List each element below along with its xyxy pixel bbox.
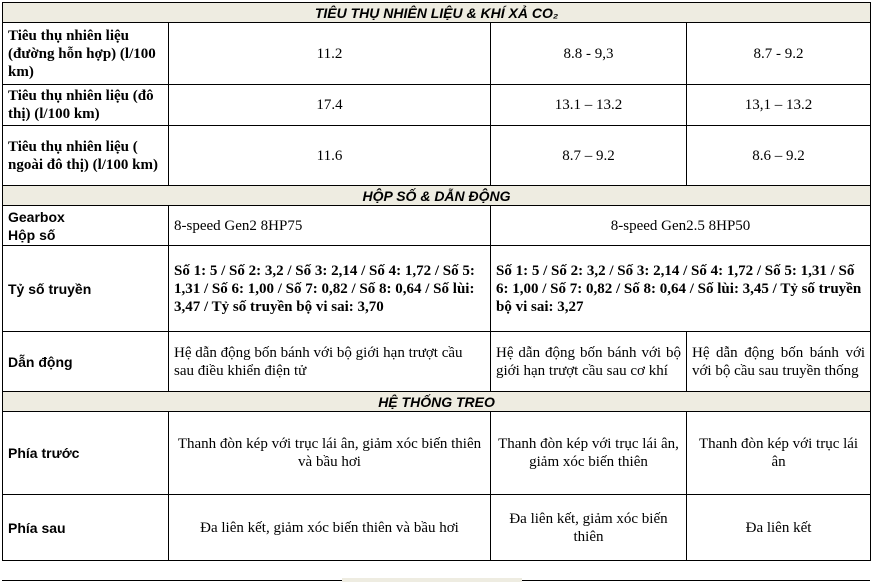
- cell-value: Hệ dẫn động bốn bánh với bộ giới hạn trượt cầu sau điều khiển điện tử: [169, 332, 491, 392]
- cell-value: 13.1 – 13.2: [491, 85, 687, 126]
- table-row: [3, 126, 871, 186]
- cell-value: Đa liên kết: [687, 495, 871, 561]
- cell-value: Thanh đòn kép với trục lái ân, giảm xóc biến thiên: [491, 412, 687, 495]
- cell-value: Hệ dẫn động bốn bánh với bộ giới hạn trượt cầu sau cơ khí: [491, 332, 687, 392]
- next-section-edge: [2, 580, 870, 587]
- cell-value: 8.6 – 9.2: [687, 126, 871, 186]
- table-row: [3, 412, 871, 495]
- cell-value: Thanh đòn kép với trục lái ân: [687, 412, 871, 495]
- table-row: [3, 85, 871, 126]
- row-label: Phía trước: [3, 412, 169, 495]
- row-label: Tiêu thụ nhiên liệu ( ngoài đô thị) (l/100 km): [3, 126, 169, 186]
- cell-value: 8.7 - 9.2: [687, 23, 871, 85]
- table-row: [3, 246, 871, 332]
- table-row: [3, 206, 871, 246]
- table-row: [3, 495, 871, 561]
- row-label: Tiêu thụ nhiên liệu (đô thị) (l/100 km): [3, 85, 169, 126]
- row-label: [3, 206, 169, 246]
- row-label-line: Gearbox: [8, 208, 65, 225]
- cell-value: Hệ dẫn động bốn bánh với với bộ cầu sau truyền thống: [687, 332, 871, 392]
- cell-value: Số 1: 5 / Số 2: 3,2 / Số 3: 2,14 / Số 4: 1,72 / Số 5: 1,31 / Số 6: 1,00 / Số 7: 0,82 / Số 8: 0,64 / Số lùi: 3,47 / Tỷ số truyền bộ vi sai: 3,70: [169, 246, 491, 332]
- cell-value: Đa liên kết, giảm xóc biến thiên: [491, 495, 687, 561]
- row-label-line: Hộp số: [8, 226, 56, 243]
- spec-table: [2, 2, 871, 561]
- next-section-header-fragment: [342, 578, 522, 582]
- cell-value: 17.4: [169, 85, 491, 126]
- section-gearbox-row: [3, 186, 871, 206]
- row-label: Tỷ số truyền: [3, 246, 169, 332]
- cell-value: Số 1: 5 / Số 2: 3,2 / Số 3: 2,14 / Số 4: 1,72 / Số 5: 1,31 / Số 6: 1,00 / Số 7: 0,82 / Số 8: 0,64 / Số lùi: 3,45 / Tỷ số truyền bộ vi sai: 3,27: [491, 246, 871, 332]
- section-header-suspension: HỆ THỐNG TREO: [3, 392, 871, 412]
- section-header-gearbox: HỘP SỐ & DẪN ĐỘNG: [3, 186, 871, 206]
- row-label: Dẫn động: [3, 332, 169, 392]
- cell-value: 11.6: [169, 126, 491, 186]
- row-label: Phía sau: [3, 495, 169, 561]
- row-label: Tiêu thụ nhiên liệu (đường hỗn hợp) (l/100 km): [3, 23, 169, 85]
- cell-value: 8.8 - 9,3: [491, 23, 687, 85]
- cell-value: Đa liên kết, giảm xóc biến thiên và bầu hơi: [169, 495, 491, 561]
- cell-value: 8-speed Gen2 8HP75: [169, 206, 491, 246]
- cell-value: 11.2: [169, 23, 491, 85]
- section-header-fuel: TIÊU THỤ NHIÊN LIỆU & KHÍ XẢ CO₂: [3, 3, 871, 23]
- cell-value: 8-speed Gen2.5 8HP50: [491, 206, 871, 246]
- table-row: [3, 332, 871, 392]
- cell-value: 13,1 – 13.2: [687, 85, 871, 126]
- cell-value: 8.7 – 9.2: [491, 126, 687, 186]
- section-fuel-row: [3, 3, 871, 23]
- section-suspension-row: [3, 392, 871, 412]
- table-row: [3, 23, 871, 85]
- cell-value: Thanh đòn kép với trục lái ân, giảm xóc biến thiên và bầu hơi: [169, 412, 491, 495]
